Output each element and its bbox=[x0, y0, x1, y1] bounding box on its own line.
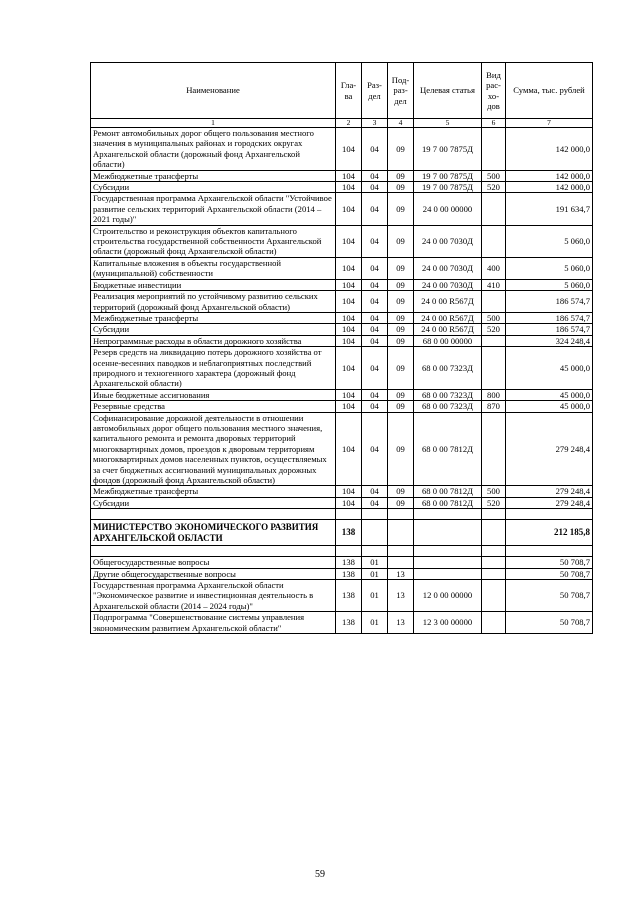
row-podrazdel: 09 bbox=[388, 182, 414, 193]
row-vid: 400 bbox=[482, 257, 506, 279]
row-vid bbox=[482, 612, 506, 634]
header-name: Наименование bbox=[91, 63, 336, 119]
row-article: 24 0 00 7030Д bbox=[414, 279, 482, 290]
table-row bbox=[91, 580, 593, 612]
row-sum: 279 248,4 bbox=[506, 412, 593, 486]
row-article: 19 7 00 7875Д bbox=[414, 182, 482, 193]
table-row bbox=[91, 347, 593, 390]
table-row bbox=[91, 612, 593, 634]
row-sum: 50 708,7 bbox=[506, 557, 593, 568]
column-number: 3 bbox=[362, 119, 388, 128]
table-row bbox=[91, 324, 593, 335]
row-article: 19 7 00 7875Д bbox=[414, 128, 482, 171]
row-vid bbox=[482, 291, 506, 313]
spacer-row bbox=[91, 509, 593, 520]
row-razdel: 01 bbox=[362, 580, 388, 612]
row-vid bbox=[482, 412, 506, 486]
row-name: Межбюджетные трансферты bbox=[91, 170, 336, 181]
row-razdel: 04 bbox=[362, 182, 388, 193]
row-razdel: 04 bbox=[362, 312, 388, 323]
row-glava: 104 bbox=[336, 389, 362, 400]
row-glava: 104 bbox=[336, 279, 362, 290]
row-glava: 104 bbox=[336, 335, 362, 346]
row-sum: 5 060,0 bbox=[506, 257, 593, 279]
row-razdel: 04 bbox=[362, 257, 388, 279]
page-number: 59 bbox=[315, 869, 325, 880]
row-name: Резервные средства bbox=[91, 401, 336, 412]
row-name: Непрограммные расходы в области дорожного хозяйства bbox=[91, 335, 336, 346]
row-vid: 520 bbox=[482, 182, 506, 193]
row-glava: 138 bbox=[336, 557, 362, 568]
row-article: 68 0 00 7323Д bbox=[414, 347, 482, 390]
row-name: Капитальные вложения в объекты государственной (муниципальной) собственности bbox=[91, 257, 336, 279]
row-sum: 279 248,4 bbox=[506, 497, 593, 508]
row-razdel: 04 bbox=[362, 291, 388, 313]
row-razdel: 01 bbox=[362, 557, 388, 568]
row-vid: 800 bbox=[482, 389, 506, 400]
header-row bbox=[91, 63, 593, 119]
row-sum: 191 634,7 bbox=[506, 193, 593, 225]
row-sum: 324 248,4 bbox=[506, 335, 593, 346]
row-sum: 50 708,7 bbox=[506, 568, 593, 579]
row-article: 68 0 00 7812Д bbox=[414, 497, 482, 508]
row-glava: 104 bbox=[336, 497, 362, 508]
row-glava: 104 bbox=[336, 324, 362, 335]
row-razdel: 04 bbox=[362, 335, 388, 346]
row-article: 68 0 00 7323Д bbox=[414, 401, 482, 412]
row-name: Межбюджетные трансферты bbox=[91, 312, 336, 323]
table-row bbox=[91, 170, 593, 181]
table-body-economy bbox=[91, 557, 593, 634]
row-name: Субсидии bbox=[91, 182, 336, 193]
table-row bbox=[91, 257, 593, 279]
row-podrazdel: 09 bbox=[388, 225, 414, 257]
row-article: 24 0 00 R567Д bbox=[414, 312, 482, 323]
row-vid: 870 bbox=[482, 401, 506, 412]
row-razdel: 01 bbox=[362, 612, 388, 634]
row-vid: 500 bbox=[482, 312, 506, 323]
row-article: 19 7 00 7875Д bbox=[414, 170, 482, 181]
row-sum: 5 060,0 bbox=[506, 225, 593, 257]
table-row bbox=[91, 389, 593, 400]
row-sum: 45 000,0 bbox=[506, 347, 593, 390]
row-glava: 104 bbox=[336, 182, 362, 193]
row-vid bbox=[482, 557, 506, 568]
row-name: Софинансирование дорожной деятельности в отношении автомобильных дорог общего пользования местного значения, капитального ремонта и ремонта дворовых территорий многоквартирных домов, проездов к дворовым территориям многоквартирных домов населенных пунктов, осуществляемых за счет бюджетных ассигнований муниципальных дорожных фондов (дорожный фонд Архангельской области) bbox=[91, 412, 336, 486]
column-number: 5 bbox=[414, 119, 482, 128]
row-podrazdel: 09 bbox=[388, 279, 414, 290]
header-sum: Сумма, тыс. рублей bbox=[506, 63, 593, 119]
row-vid bbox=[482, 347, 506, 390]
row-sum: 142 000,0 bbox=[506, 170, 593, 181]
row-sum: 50 708,7 bbox=[506, 612, 593, 634]
row-glava: 104 bbox=[336, 225, 362, 257]
header-glava: Гла-ва bbox=[336, 63, 362, 119]
row-glava: 104 bbox=[336, 170, 362, 181]
row-vid: 500 bbox=[482, 486, 506, 497]
row-article: 12 0 00 00000 bbox=[414, 580, 482, 612]
table-row bbox=[91, 568, 593, 579]
row-article: 68 0 00 7812Д bbox=[414, 486, 482, 497]
header-razdel: Раз-дел bbox=[362, 63, 388, 119]
row-article: 68 0 00 7812Д bbox=[414, 412, 482, 486]
row-sum: 5 060,0 bbox=[506, 279, 593, 290]
row-razdel: 04 bbox=[362, 412, 388, 486]
row-glava: 104 bbox=[336, 312, 362, 323]
row-glava: 104 bbox=[336, 486, 362, 497]
row-vid bbox=[482, 128, 506, 171]
row-podrazdel: 09 bbox=[388, 170, 414, 181]
row-sum: 279 248,4 bbox=[506, 486, 593, 497]
row-name: Другие общегосударственные вопросы bbox=[91, 568, 336, 579]
column-number: 4 bbox=[388, 119, 414, 128]
row-razdel: 04 bbox=[362, 389, 388, 400]
table-row bbox=[91, 497, 593, 508]
header-vid: Вид рас-хо-дов bbox=[482, 63, 506, 119]
table-row bbox=[91, 128, 593, 171]
row-podrazdel: 13 bbox=[388, 568, 414, 579]
row-glava: 104 bbox=[336, 347, 362, 390]
row-podrazdel: 09 bbox=[388, 497, 414, 508]
table-row bbox=[91, 193, 593, 225]
row-glava: 104 bbox=[336, 193, 362, 225]
row-podrazdel: 09 bbox=[388, 389, 414, 400]
table-row bbox=[91, 401, 593, 412]
table-row bbox=[91, 225, 593, 257]
row-article bbox=[414, 557, 482, 568]
row-name: Реализация мероприятий по устойчивому развитию сельских территорий (дорожный фонд Архангельской области) bbox=[91, 291, 336, 313]
row-sum: 45 000,0 bbox=[506, 401, 593, 412]
row-vid: 500 bbox=[482, 170, 506, 181]
row-article bbox=[414, 568, 482, 579]
row-vid: 520 bbox=[482, 324, 506, 335]
row-podrazdel: 09 bbox=[388, 257, 414, 279]
row-razdel: 04 bbox=[362, 128, 388, 171]
budget-table bbox=[90, 62, 593, 634]
row-sum: 45 000,0 bbox=[506, 389, 593, 400]
ministry-name: МИНИСТЕРСТВО ЭКОНОМИЧЕСКОГО РАЗВИТИЯ АРХАНГЕЛЬСКОЙ ОБЛАСТИ bbox=[91, 520, 336, 546]
row-article: 24 0 00 7030Д bbox=[414, 225, 482, 257]
row-razdel: 04 bbox=[362, 193, 388, 225]
column-number: 2 bbox=[336, 119, 362, 128]
row-podrazdel: 13 bbox=[388, 612, 414, 634]
row-name: Строительство и реконструкция объектов капитального строительства государственной собственности Архангельской области (дорожный фонд Архангельской области) bbox=[91, 225, 336, 257]
row-vid bbox=[482, 568, 506, 579]
row-podrazdel: 09 bbox=[388, 128, 414, 171]
row-glava: 138 bbox=[336, 580, 362, 612]
row-glava: 138 bbox=[336, 568, 362, 579]
row-razdel: 04 bbox=[362, 225, 388, 257]
row-podrazdel bbox=[388, 557, 414, 568]
row-article: 24 0 00 R567Д bbox=[414, 324, 482, 335]
row-podrazdel: 09 bbox=[388, 193, 414, 225]
row-article: 24 0 00 7030Д bbox=[414, 257, 482, 279]
row-article: 68 0 00 7323Д bbox=[414, 389, 482, 400]
table-row bbox=[91, 486, 593, 497]
row-name: Подпрограмма "Совершенствование системы управления экономическим развитием Архангельской области" bbox=[91, 612, 336, 634]
row-name: Общегосударственные вопросы bbox=[91, 557, 336, 568]
row-name: Субсидии bbox=[91, 324, 336, 335]
row-article: 24 0 00 00000 bbox=[414, 193, 482, 225]
row-article: 68 0 00 00000 bbox=[414, 335, 482, 346]
row-name: Государственная программа Архангельской области "Устойчивое развитие сельских территорий Архангельской области (2014 – 2021 годы)" bbox=[91, 193, 336, 225]
column-number: 7 bbox=[506, 119, 593, 128]
row-glava: 104 bbox=[336, 128, 362, 171]
table-row bbox=[91, 412, 593, 486]
row-razdel: 04 bbox=[362, 170, 388, 181]
row-article: 24 0 00 R567Д bbox=[414, 291, 482, 313]
row-sum: 186 574,7 bbox=[506, 312, 593, 323]
row-glava: 104 bbox=[336, 257, 362, 279]
row-name: Резерв средств на ликвидацию потерь дорожного хозяйства от осенне-весенних паводков и неблагоприятных последствий природного и техногенного характера (дорожный фонд Архангельской области) bbox=[91, 347, 336, 390]
table-row bbox=[91, 557, 593, 568]
ministry-sum: 212 185,8 bbox=[506, 520, 593, 546]
row-vid bbox=[482, 225, 506, 257]
row-name: Иные бюджетные ассигнования bbox=[91, 389, 336, 400]
row-razdel: 04 bbox=[362, 486, 388, 497]
row-podrazdel: 09 bbox=[388, 347, 414, 390]
row-glava: 104 bbox=[336, 401, 362, 412]
row-sum: 186 574,7 bbox=[506, 324, 593, 335]
table-row bbox=[91, 335, 593, 346]
row-podrazdel: 09 bbox=[388, 412, 414, 486]
row-podrazdel: 09 bbox=[388, 324, 414, 335]
table-body-ministry bbox=[91, 509, 593, 557]
row-podrazdel: 13 bbox=[388, 580, 414, 612]
row-article: 12 3 00 00000 bbox=[414, 612, 482, 634]
column-number: 6 bbox=[482, 119, 506, 128]
row-name: Субсидии bbox=[91, 497, 336, 508]
row-podrazdel: 09 bbox=[388, 335, 414, 346]
header-article: Целевая статья bbox=[414, 63, 482, 119]
row-name: Бюджетные инвестиции bbox=[91, 279, 336, 290]
row-name: Государственная программа Архангельской области "Экономическое развитие и инвестиционная деятельность в Архангельской области (2014 – 2024 годы)" bbox=[91, 580, 336, 612]
ministry-glava: 138 bbox=[336, 520, 362, 546]
row-razdel: 04 bbox=[362, 279, 388, 290]
row-razdel: 04 bbox=[362, 497, 388, 508]
row-glava: 138 bbox=[336, 612, 362, 634]
column-number: 1 bbox=[91, 119, 336, 128]
row-vid bbox=[482, 580, 506, 612]
row-razdel: 04 bbox=[362, 324, 388, 335]
row-sum: 186 574,7 bbox=[506, 291, 593, 313]
header-podrazdel: Под-раз-дел bbox=[388, 63, 414, 119]
row-sum: 142 000,0 bbox=[506, 182, 593, 193]
row-vid bbox=[482, 335, 506, 346]
row-razdel: 04 bbox=[362, 347, 388, 390]
column-number-row bbox=[91, 119, 593, 128]
row-podrazdel: 09 bbox=[388, 486, 414, 497]
row-vid: 520 bbox=[482, 497, 506, 508]
row-vid bbox=[482, 193, 506, 225]
table-body-roads bbox=[91, 128, 593, 509]
ministry-row bbox=[91, 520, 593, 546]
spacer-row bbox=[91, 546, 593, 557]
row-razdel: 04 bbox=[362, 401, 388, 412]
row-vid: 410 bbox=[482, 279, 506, 290]
table-row bbox=[91, 279, 593, 290]
row-sum: 50 708,7 bbox=[506, 580, 593, 612]
row-glava: 104 bbox=[336, 291, 362, 313]
row-name: Ремонт автомобильных дорог общего пользования местного значения в муниципальных районах и городских округах Архангельской области (дорожный фонд Архангельской области) bbox=[91, 128, 336, 171]
row-podrazdel: 09 bbox=[388, 291, 414, 313]
row-podrazdel: 09 bbox=[388, 401, 414, 412]
row-podrazdel: 09 bbox=[388, 312, 414, 323]
row-sum: 142 000,0 bbox=[506, 128, 593, 171]
row-name: Межбюджетные трансферты bbox=[91, 486, 336, 497]
table-row bbox=[91, 312, 593, 323]
table-row bbox=[91, 182, 593, 193]
row-glava: 104 bbox=[336, 412, 362, 486]
row-razdel: 01 bbox=[362, 568, 388, 579]
table-row bbox=[91, 291, 593, 313]
